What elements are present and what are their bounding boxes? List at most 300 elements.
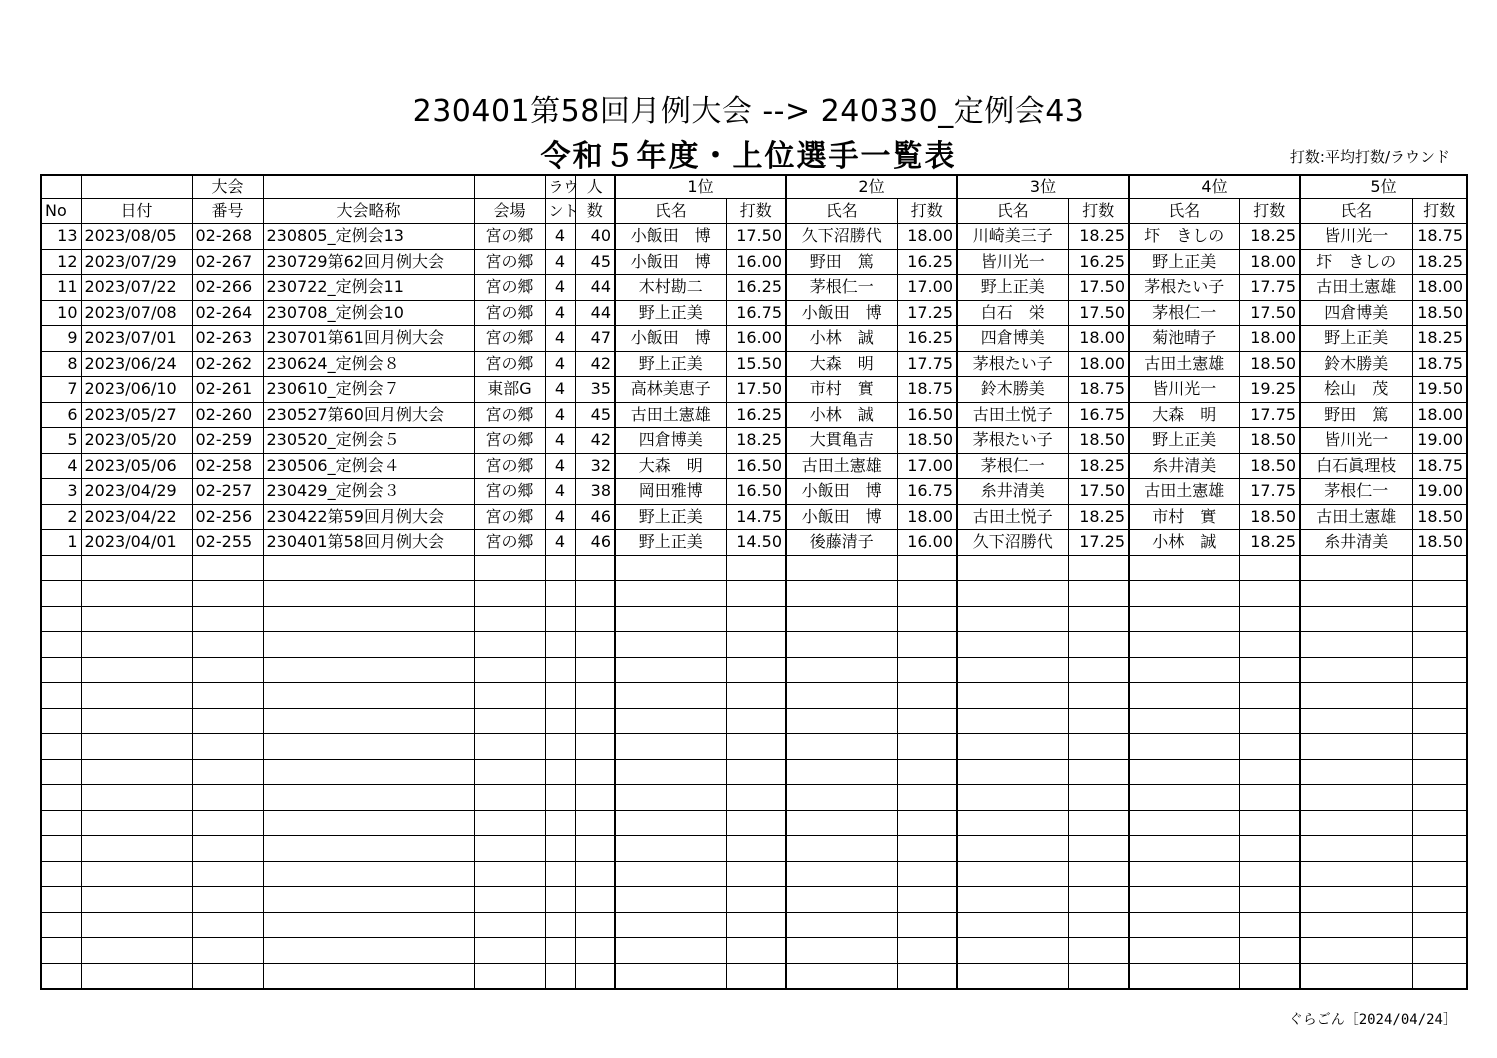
empty-cell [726,861,786,887]
empty-cell [726,734,786,760]
row-event-code: 02-264 [192,300,263,326]
empty-cell [1129,555,1239,581]
row-rank1-strokes: 16.75 [726,300,786,326]
empty-cell [615,785,726,811]
empty-cell [575,912,615,938]
empty-cell [192,912,263,938]
empty-cell [726,963,786,989]
empty-cell [726,683,786,709]
row-event-name: 230722_定例会11 [263,275,474,301]
empty-cell [1129,861,1239,887]
empty-cell [1300,606,1412,632]
row-event-code: 02-267 [192,249,263,275]
empty-cell [81,963,192,989]
empty-cell [545,810,575,836]
row-no: 9 [41,326,81,352]
empty-cell [41,606,81,632]
row-rank1-name: 野上正美 [615,351,726,377]
header-row-top [41,175,1467,199]
empty-cell [1300,861,1412,887]
empty-cell [1068,606,1129,632]
empty-cell [1239,963,1300,989]
row-rounds: 4 [545,428,575,454]
row-rank5-name: 鈴木勝美 [1300,351,1412,377]
row-rank5-strokes: 18.00 [1412,275,1467,301]
row-people: 32 [575,453,615,479]
row-rank2-name: 野田 篤 [786,249,897,275]
rank1-name-header: 氏名 [615,199,726,224]
row-rank3-name: 鈴木勝美 [957,377,1068,403]
row-rank2-strokes: 17.00 [897,453,957,479]
empty-cell [575,657,615,683]
row-rank2-strokes: 16.25 [897,326,957,352]
empty-cell [81,708,192,734]
row-rank2-strokes: 18.00 [897,224,957,250]
empty-cell [1068,734,1129,760]
row-rank5-name: 圷 きしの [1300,249,1412,275]
row-venue: 宮の郷 [474,479,545,505]
row-event-code: 02-261 [192,377,263,403]
row-rank2-strokes: 18.75 [897,377,957,403]
empty-cell [263,734,474,760]
row-people: 45 [575,249,615,275]
empty-cell [1300,912,1412,938]
row-event-code: 02-262 [192,351,263,377]
row-event-code: 02-268 [192,224,263,250]
empty-cell [1068,836,1129,862]
row-rank5-strokes: 18.50 [1412,300,1467,326]
empty-cell [1239,555,1300,581]
row-date: 2023/04/22 [81,504,192,530]
empty-cell [957,963,1068,989]
empty-cell [575,759,615,785]
empty-cell [957,912,1068,938]
row-rank3-name: 野上正美 [957,275,1068,301]
empty-cell [615,912,726,938]
empty-cell [545,861,575,887]
row-rank3-name: 皆川光一 [957,249,1068,275]
empty-cell [545,581,575,607]
empty-cell [957,683,1068,709]
empty-cell [575,632,615,658]
empty-cell [1129,683,1239,709]
row-rank1-strokes: 14.75 [726,504,786,530]
row-rank5-name: 野上正美 [1300,326,1412,352]
empty-cell [1068,657,1129,683]
empty-cell [41,555,81,581]
empty-cell [726,785,786,811]
empty-cell [897,836,957,862]
row-rank4-name: 古田土憲雄 [1129,479,1239,505]
empty-cell [575,785,615,811]
empty-cell [263,963,474,989]
empty-cell [575,581,615,607]
row-event-code: 02-257 [192,479,263,505]
empty-cell [897,606,957,632]
empty-cell [1239,938,1300,964]
row-rank5-name: 野田 篤 [1300,402,1412,428]
row-rank2-strokes: 18.00 [897,504,957,530]
empty-cell [1412,657,1467,683]
row-rank5-strokes: 19.00 [1412,428,1467,454]
row-rank5-name: 古田土憲雄 [1300,275,1412,301]
table-row [41,479,1467,505]
empty-cell [41,683,81,709]
empty-cell [81,555,192,581]
empty-cell [897,708,957,734]
row-rank5-name: 桧山 茂 [1300,377,1412,403]
empty-cell [1412,555,1467,581]
empty-table-row [41,708,1467,734]
empty-cell [1068,759,1129,785]
empty-cell [192,555,263,581]
row-event-name: 230708_定例会10 [263,300,474,326]
empty-cell [41,836,81,862]
row-rounds: 4 [545,275,575,301]
empty-cell [545,606,575,632]
empty-cell [474,632,545,658]
date-header-blank [81,175,192,199]
row-date: 2023/07/08 [81,300,192,326]
empty-cell [1129,708,1239,734]
empty-cell [263,912,474,938]
empty-cell [192,861,263,887]
rank5-strokes-header: 打数 [1412,199,1467,224]
empty-cell [192,581,263,607]
empty-cell [545,734,575,760]
row-rank4-name: 野上正美 [1129,249,1239,275]
empty-cell [192,785,263,811]
empty-cell [1239,657,1300,683]
empty-cell [1129,810,1239,836]
empty-cell [786,581,897,607]
row-rank2-name: 小林 誠 [786,402,897,428]
row-rounds: 4 [545,479,575,505]
empty-cell [897,657,957,683]
empty-cell [1129,912,1239,938]
row-date: 2023/04/29 [81,479,192,505]
row-venue: 宮の郷 [474,504,545,530]
empty-cell [192,887,263,913]
empty-cell [263,938,474,964]
row-rank5-strokes: 19.50 [1412,377,1467,403]
row-rank3-strokes: 18.25 [1068,504,1129,530]
empty-cell [474,938,545,964]
row-rank5-name: 白石眞理枝 [1300,453,1412,479]
empty-cell [192,836,263,862]
empty-cell [1412,708,1467,734]
row-rank2-name: 古田土憲雄 [786,453,897,479]
empty-cell [263,810,474,836]
empty-cell [1239,734,1300,760]
empty-cell [615,657,726,683]
rank5-name-header: 氏名 [1300,199,1412,224]
empty-cell [1068,963,1129,989]
empty-cell [786,938,897,964]
row-rank1-strokes: 16.50 [726,479,786,505]
row-rank1-strokes: 16.25 [726,275,786,301]
empty-cell [786,632,897,658]
row-rank5-strokes: 18.50 [1412,504,1467,530]
row-rank3-strokes: 18.25 [1068,224,1129,250]
empty-cell [1068,785,1129,811]
row-rank5-name: 糸井清美 [1300,530,1412,556]
empty-cell [474,836,545,862]
empty-cell [1068,810,1129,836]
empty-cell [615,606,726,632]
empty-cell [263,606,474,632]
empty-cell [615,683,726,709]
empty-cell [1300,887,1412,913]
row-venue: 宮の郷 [474,530,545,556]
rank2-strokes-header: 打数 [897,199,957,224]
empty-cell [786,555,897,581]
row-no: 1 [41,530,81,556]
empty-cell [81,861,192,887]
empty-cell [474,861,545,887]
empty-cell [1239,606,1300,632]
row-rank2-strokes: 17.75 [897,351,957,377]
empty-cell [1300,708,1412,734]
empty-cell [575,887,615,913]
empty-cell [1300,581,1412,607]
row-venue: 宮の郷 [474,351,545,377]
row-rank3-name: 古田土悦子 [957,402,1068,428]
row-rank1-strokes: 17.50 [726,224,786,250]
row-no: 2 [41,504,81,530]
row-rank3-name: 古田土悦子 [957,504,1068,530]
row-date: 2023/08/05 [81,224,192,250]
empty-cell [897,632,957,658]
empty-cell [41,785,81,811]
empty-cell [545,657,575,683]
row-rank2-name: 大貫亀吉 [786,428,897,454]
row-rounds: 4 [545,377,575,403]
empty-cell [726,912,786,938]
empty-cell [957,555,1068,581]
date-header: 日付 [81,199,192,224]
row-rank4-name: 茅根仁一 [1129,300,1239,326]
empty-cell [957,785,1068,811]
header-row-bottom [41,199,1467,224]
empty-cell [545,963,575,989]
table-row [41,377,1467,403]
empty-cell [1239,861,1300,887]
empty-cell [897,887,957,913]
row-event-name: 230805_定例会13 [263,224,474,250]
row-rank5-name: 皆川光一 [1300,224,1412,250]
table-row [41,402,1467,428]
row-rank3-strokes: 17.50 [1068,300,1129,326]
rank1-strokes-header: 打数 [726,199,786,224]
row-rounds: 4 [545,249,575,275]
row-rounds: 4 [545,326,575,352]
empty-cell [545,785,575,811]
row-rank4-name: 小林 誠 [1129,530,1239,556]
empty-cell [1239,759,1300,785]
row-rank1-name: 大森 明 [615,453,726,479]
row-rank5-strokes: 18.75 [1412,224,1467,250]
row-rank1-name: 岡田雅博 [615,479,726,505]
row-rank1-strokes: 17.50 [726,377,786,403]
empty-cell [1239,836,1300,862]
empty-cell [41,759,81,785]
empty-cell [786,887,897,913]
empty-table-row [41,606,1467,632]
empty-cell [615,759,726,785]
row-venue: 宮の郷 [474,453,545,479]
empty-cell [263,581,474,607]
empty-table-row [41,657,1467,683]
table-row [41,504,1467,530]
empty-cell [726,581,786,607]
row-rank3-strokes: 18.75 [1068,377,1129,403]
rank2-name-header: 氏名 [786,199,897,224]
empty-cell [957,861,1068,887]
empty-cell [897,683,957,709]
row-rank4-name: 糸井清美 [1129,453,1239,479]
event-no-header-bottom: 番号 [192,199,263,224]
row-people: 44 [575,275,615,301]
table-row [41,275,1467,301]
row-rank3-strokes: 17.25 [1068,530,1129,556]
row-rank2-strokes: 17.25 [897,300,957,326]
no-header: No [41,199,81,224]
row-date: 2023/07/29 [81,249,192,275]
table-row [41,530,1467,556]
empty-cell [192,734,263,760]
empty-cell [726,938,786,964]
row-rank4-strokes: 18.25 [1239,530,1300,556]
empty-cell [957,734,1068,760]
row-people: 46 [575,504,615,530]
empty-cell [1300,555,1412,581]
row-rank3-name: 四倉博美 [957,326,1068,352]
row-rank1-name: 小飯田 博 [615,224,726,250]
table-row [41,453,1467,479]
row-rank3-name: 茅根たい子 [957,351,1068,377]
empty-cell [474,963,545,989]
row-no: 5 [41,428,81,454]
row-event-name: 230422第59回月例大会 [263,504,474,530]
empty-cell [726,759,786,785]
empty-cell [957,581,1068,607]
table-row [41,428,1467,454]
strokes-legend: 打数:平均打数/ラウンド [1289,148,1450,166]
empty-cell [545,938,575,964]
row-rank1-name: 四倉博美 [615,428,726,454]
row-no: 3 [41,479,81,505]
empty-cell [474,810,545,836]
empty-cell [575,836,615,862]
rank3-name-header: 氏名 [957,199,1068,224]
row-event-code: 02-259 [192,428,263,454]
row-rank2-strokes: 16.50 [897,402,957,428]
empty-cell [192,963,263,989]
empty-cell [545,555,575,581]
table-body [41,224,1467,990]
event-name-header: 大会略称 [263,199,474,224]
row-date: 2023/05/27 [81,402,192,428]
empty-cell [786,912,897,938]
empty-cell [545,759,575,785]
row-rank1-name: 高林美恵子 [615,377,726,403]
empty-cell [1300,963,1412,989]
empty-cell [575,734,615,760]
row-venue: 東部G [474,377,545,403]
empty-cell [263,555,474,581]
empty-cell [1239,810,1300,836]
empty-cell [786,963,897,989]
row-rank2-name: 小林 誠 [786,326,897,352]
empty-cell [1412,759,1467,785]
row-event-code: 02-255 [192,530,263,556]
row-rank2-strokes: 16.75 [897,479,957,505]
row-rank1-strokes: 16.00 [726,326,786,352]
empty-cell [41,632,81,658]
rank4-name-header: 氏名 [1129,199,1239,224]
empty-cell [957,657,1068,683]
empty-cell [1129,606,1239,632]
empty-cell [1239,683,1300,709]
ranking-table [40,174,1468,990]
row-date: 2023/07/22 [81,275,192,301]
row-no: 8 [41,351,81,377]
empty-cell [81,759,192,785]
empty-cell [726,606,786,632]
row-event-name: 230506_定例会４ [263,453,474,479]
row-rank1-strokes: 16.25 [726,402,786,428]
row-rounds: 4 [545,224,575,250]
row-rank3-name: 糸井清美 [957,479,1068,505]
row-rank3-name: 白石 栄 [957,300,1068,326]
row-rank4-strokes: 17.75 [1239,479,1300,505]
row-rank1-name: 小飯田 博 [615,249,726,275]
row-rank2-name: 市村 實 [786,377,897,403]
empty-cell [575,555,615,581]
row-rank2-name: 小飯田 博 [786,504,897,530]
empty-cell [1068,938,1129,964]
row-no: 11 [41,275,81,301]
empty-cell [81,912,192,938]
empty-cell [474,581,545,607]
row-no: 12 [41,249,81,275]
row-people: 46 [575,530,615,556]
empty-cell [786,734,897,760]
empty-cell [81,734,192,760]
row-rank1-name: 小飯田 博 [615,326,726,352]
row-rank2-name: 茅根仁一 [786,275,897,301]
empty-table-row [41,734,1467,760]
empty-cell [263,887,474,913]
row-rank2-strokes: 18.50 [897,428,957,454]
empty-cell [1068,887,1129,913]
row-rank2-name: 久下沼勝代 [786,224,897,250]
empty-cell [726,810,786,836]
empty-cell [81,657,192,683]
row-date: 2023/06/24 [81,351,192,377]
empty-cell [1068,632,1129,658]
row-people: 45 [575,402,615,428]
empty-cell [545,683,575,709]
row-people: 40 [575,224,615,250]
rounds-header-bottom: ント [545,199,575,224]
empty-cell [192,708,263,734]
empty-cell [1300,785,1412,811]
empty-table-row [41,555,1467,581]
empty-cell [41,810,81,836]
empty-cell [897,734,957,760]
